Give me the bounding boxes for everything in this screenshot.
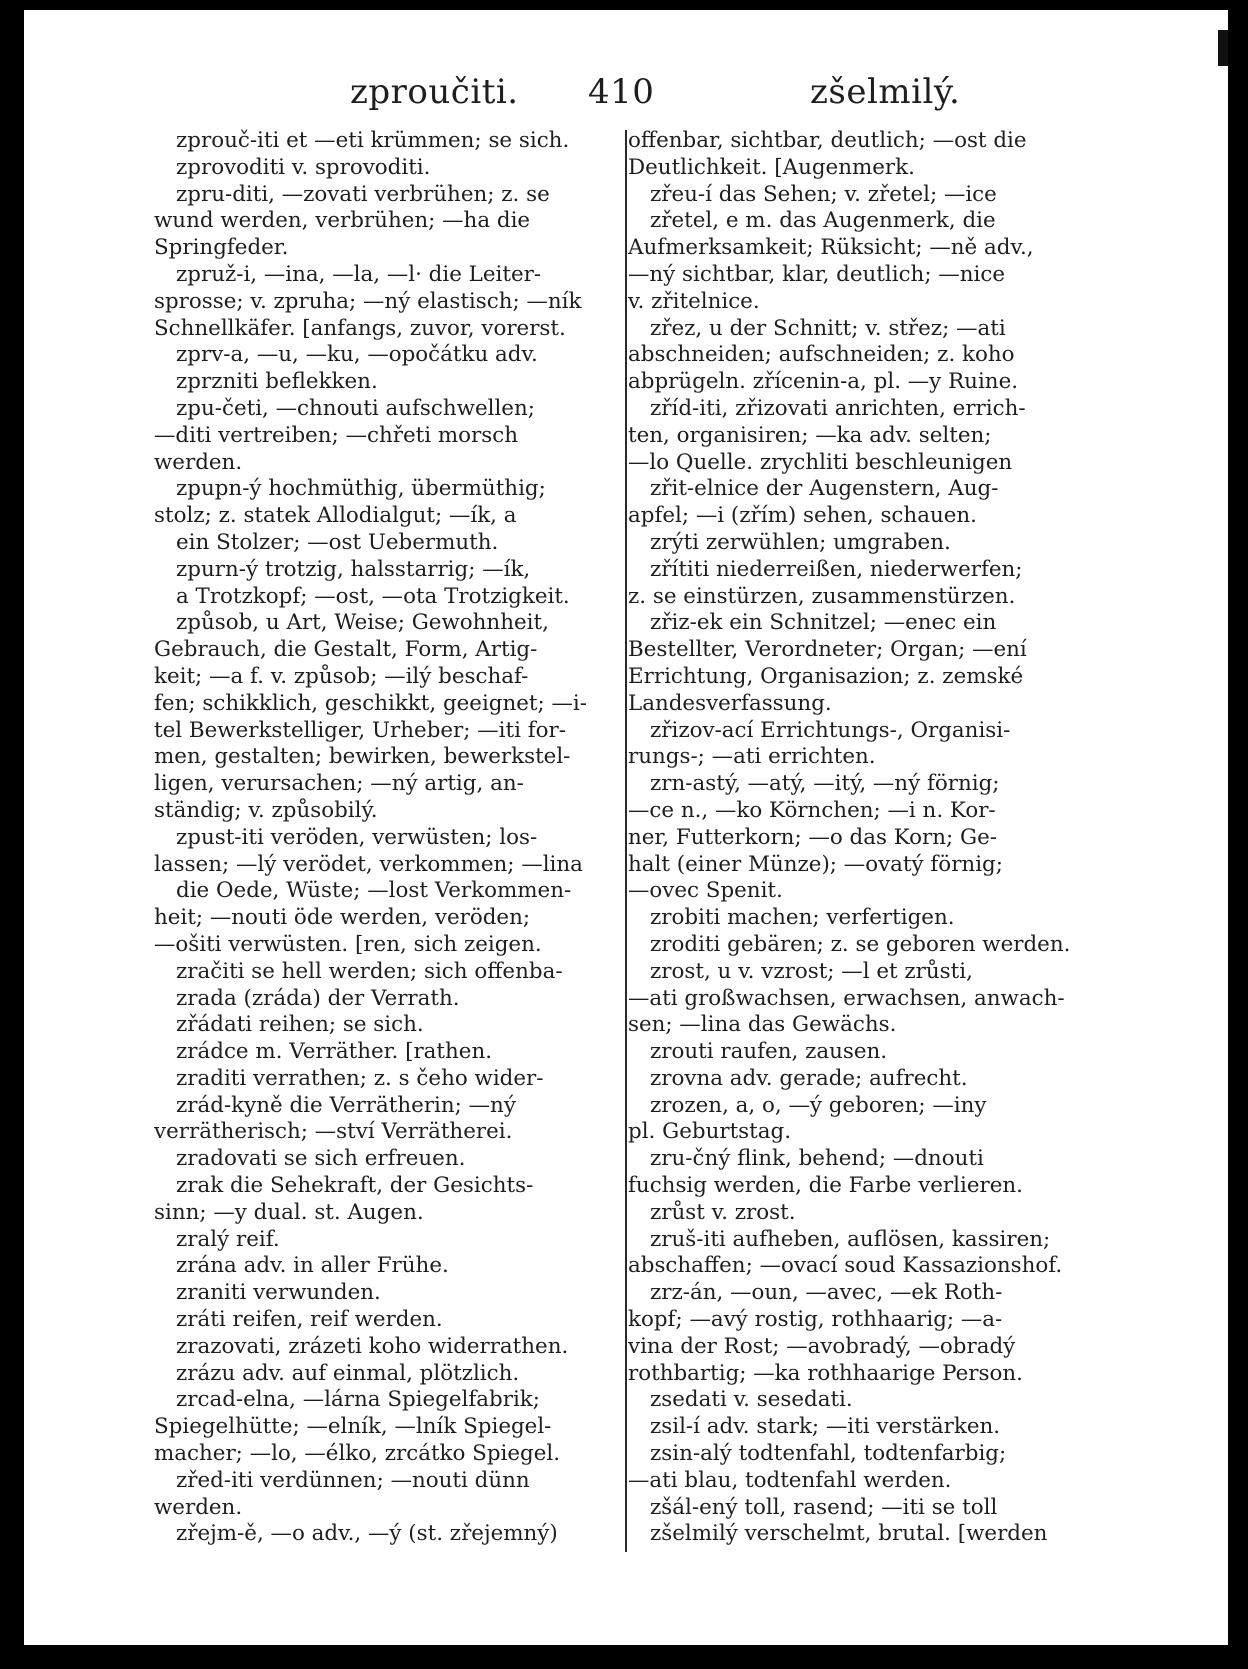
dictionary-line: v. zřitelnice.: [628, 288, 760, 314]
dictionary-line: zřed-iti verdünnen; —nouti dünn: [176, 1467, 530, 1493]
dictionary-line: zříd-iti, zřizovati anrichten, errich-: [650, 395, 1026, 421]
dictionary-line: Errichtung, Organisazion; z. zemské: [628, 663, 1024, 689]
dictionary-line: rothbartig; —ka rothhaarige Person.: [628, 1360, 1023, 1386]
dictionary-line: zradovati se sich erfreuen.: [176, 1146, 466, 1172]
dictionary-line: zsil-í adv. stark; —iti verstärken.: [650, 1414, 1001, 1440]
dictionary-line: zračiti se hell werden; sich offenba-: [176, 958, 563, 984]
dictionary-line: werden.: [154, 1494, 243, 1520]
dictionary-line: ner, Futterkorn; —o das Korn; Ge-: [628, 824, 998, 850]
dictionary-line: offenbar, sichtbar, deutlich; —ost die: [628, 128, 1027, 153]
dictionary-line: Spiegelhütte; —elník, —lník Spiegel-: [154, 1414, 552, 1440]
dictionary-line: —ovec Spenit.: [628, 878, 783, 904]
dictionary-line: zsin-alý todtenfahl, todtenfarbig;: [650, 1441, 1007, 1467]
dictionary-line: fen; schikklich, geschikkt, geeignet; —i-: [154, 690, 587, 716]
dictionary-line: sinn; —y dual. st. Augen.: [154, 1199, 424, 1225]
dictionary-line: zřeu-í das Sehen; v. zřetel; —ice: [650, 181, 997, 207]
dictionary-line: men, gestalten; bewirken, bewerkstel-: [154, 744, 571, 770]
dictionary-line: rungs-; —ati errichten.: [628, 744, 876, 770]
dictionary-line: Bestellter, Verordneter; Organ; —ení: [628, 637, 1027, 663]
left-column: [154, 128, 622, 1548]
dictionary-line: lassen; —lý verödet, verkommen; —lina: [154, 851, 583, 877]
dictionary-line: zšelmilý verschelmt, brutal. [werden: [650, 1521, 1048, 1547]
dictionary-line: zpru-diti, —zovati verbrühen; z. se: [176, 181, 550, 207]
dictionary-line: zprv-a, —u, —ku, —opočátku adv.: [176, 342, 538, 368]
dictionary-line: zřetel, e m. das Augenmerk, die: [650, 208, 996, 234]
dictionary-line: zrýti zerwühlen; umgraben.: [650, 529, 951, 555]
dictionary-line: Gebrauch, die Gestalt, Form, Artig-: [154, 637, 538, 663]
dictionary-line: —lo Quelle. zrychliti beschleunigen: [628, 449, 1013, 475]
dictionary-line: —ný sichtbar, klar, deutlich; —nice: [628, 261, 1005, 287]
dictionary-line: Springfeder.: [154, 235, 289, 261]
dictionary-line: zrost, u v. vzrost; —l et zrůsti,: [650, 958, 973, 984]
dictionary-line: sen; —lina das Gewächs.: [628, 1012, 897, 1038]
dictionary-line: keit; —a f. v. způsob; —ilý beschaf-: [154, 663, 529, 689]
page-header: [150, 72, 1110, 118]
dictionary-line: zrozen, a, o, —ý geboren; —iny: [650, 1092, 987, 1118]
dictionary-line: zřit-elnice der Augenstern, Aug-: [650, 476, 999, 502]
dictionary-line: sprosse; v. zpruha; —ný elastisch; —ník: [154, 288, 582, 314]
dictionary-line: zsedati v. sesedati.: [650, 1387, 853, 1413]
header-left-word: zproučiti.: [350, 72, 519, 112]
dictionary-line: zrovna adv. gerade; aufrecht.: [650, 1065, 968, 1091]
scan-mark: [1218, 30, 1228, 66]
dictionary-line: wund werden, verbrühen; —ha die: [154, 208, 531, 234]
dictionary-line: zrz-án, —oun, —avec, —ek Roth-: [650, 1280, 1003, 1306]
dictionary-line: apfel; —i (zřím) sehen, schauen.: [628, 503, 977, 529]
dictionary-line: zrůst v. zrost.: [650, 1199, 796, 1225]
dictionary-line: ligen, verursachen; —ný artig, an-: [154, 771, 524, 797]
dictionary-line: —ošiti verwüsten. [ren, sich zeigen.: [154, 931, 542, 957]
dictionary-line: z. se einstürzen, zusammenstürzen.: [628, 583, 1016, 609]
dictionary-line: stolz; z. statek Allodialgut; —ík, a: [154, 503, 517, 529]
dictionary-line: zpu-četi, —chnouti aufschwellen;: [176, 395, 535, 421]
dictionary-line: werden.: [154, 449, 243, 475]
dictionary-line: Landesverfassung.: [628, 690, 832, 716]
dictionary-line: zrobiti machen; verfertigen.: [650, 905, 955, 931]
dictionary-line: zpupn-ý hochmüthig, übermüthig;: [176, 476, 546, 502]
dictionary-line: pl. Geburtstag.: [628, 1119, 791, 1145]
dictionary-line: zpust-iti veröden, verwüsten; los-: [176, 824, 538, 850]
dictionary-line: zrouti raufen, zausen.: [650, 1039, 888, 1065]
dictionary-line: zšál-ený toll, rasend; —iti se toll: [650, 1494, 998, 1520]
dictionary-line: zraniti verwunden.: [176, 1280, 381, 1306]
dictionary-line: —diti vertreiben; —chřeti morsch: [154, 422, 518, 448]
dictionary-line: abschaffen; —ovací soud Kassazionshof.: [628, 1253, 1063, 1279]
dictionary-line: zprovoditi v. sprovoditi.: [176, 154, 431, 180]
dictionary-line: zprouč-iti et —eti krümmen; se sich.: [176, 128, 570, 153]
dictionary-line: zru-čný flink, behend; —dnouti: [650, 1146, 984, 1172]
dictionary-line: zrada (zráda) der Verrath.: [176, 985, 460, 1011]
dictionary-line: zpurn-ý trotzig, halsstarrig; —ík,: [176, 556, 531, 582]
dictionary-line: Aufmerksamkeit; Rüksicht; —ně adv.,: [628, 235, 1034, 261]
dictionary-line: zrak die Sehekraft, der Gesichts-: [176, 1173, 534, 1199]
dictionary-line: —ce n., —ko Körnchen; —i n. Kor-: [628, 797, 996, 823]
dictionary-line: zřizov-ací Errichtungs-, Organisi-: [650, 717, 1011, 743]
dictionary-line: abprügeln. zřícenin-a, pl. —y Ruine.: [628, 369, 1019, 395]
scan-border-bottom: [0, 1645, 1248, 1669]
dictionary-line: zrazovati, zrázeti koho widerrathen.: [176, 1333, 569, 1359]
dictionary-line: zraditi verrathen; z. s čeho wider-: [176, 1065, 544, 1091]
dictionary-line: zralý reif.: [176, 1226, 280, 1252]
dictionary-line: vina der Rost; —avobradý, —obradý: [628, 1333, 1016, 1359]
header-right-word: zšelmilý.: [810, 72, 961, 112]
dictionary-line: zřejm-ě, —o adv., —ý (st. zřejemný): [176, 1521, 558, 1547]
dictionary-line: die Oede, Wüste; —lost Verkommen-: [176, 878, 572, 904]
scan-border-right: [1228, 0, 1248, 1669]
dictionary-line: zrána adv. in aller Frühe.: [176, 1253, 449, 1279]
dictionary-line: zrn-astý, —atý, —itý, —ný förnig;: [650, 771, 1000, 797]
dictionary-line: fuchsig werden, die Farbe verlieren.: [628, 1173, 1023, 1199]
dictionary-line: zřítiti niederreißen, niederwerfen;: [650, 556, 1023, 582]
dictionary-line: Schnellkäfer. [anfangs, zuvor, vorerst.: [154, 315, 566, 341]
dictionary-line: zrcad-elna, —lárna Spiegelfabrik;: [176, 1387, 540, 1413]
dictionary-line: zřádati reihen; se sich.: [176, 1012, 424, 1038]
dictionary-line: ständig; v. způsobilý.: [154, 797, 378, 823]
dictionary-line: zráti reifen, reif werden.: [176, 1307, 443, 1333]
dictionary-line: ein Stolzer; —ost Uebermuth.: [176, 529, 499, 555]
dictionary-line: zřiz-ek ein Schnitzel; —enec ein: [650, 610, 997, 636]
dictionary-line: zprzniti beflekken.: [176, 369, 378, 395]
dictionary-line: heit; —nouti öde werden, veröden;: [154, 905, 531, 931]
dictionary-line: zpruž-i, —ina, —la, —l· die Leiter-: [176, 261, 542, 287]
page-number: 410: [588, 72, 655, 112]
dictionary-line: zřez, u der Schnitt; v. střez; —ati: [650, 315, 1006, 341]
dictionary-line: verrätherisch; —ství Verrätherei.: [154, 1119, 513, 1145]
dictionary-line: a Trotzkopf; —ost, —ota Trotzigkeit.: [176, 583, 570, 609]
dictionary-line: zroditi gebären; z. se geboren werden.: [650, 931, 1071, 957]
dictionary-line: macher; —lo, —élko, zrcátko Spiegel.: [154, 1441, 561, 1467]
dictionary-line: způsob, u Art, Weise; Gewohnheit,: [176, 610, 549, 636]
dictionary-line: —ati großwachsen, erwachsen, anwach-: [628, 985, 1065, 1011]
scan-border-left: [0, 0, 24, 1669]
dictionary-line: abschneiden; aufschneiden; z. koho: [628, 342, 1015, 368]
dictionary-line: ten, organisiren; —ka adv. selten;: [628, 422, 992, 448]
column-divider: [625, 130, 627, 1552]
dictionary-line: zrádce m. Verräther. [rathen.: [176, 1039, 493, 1065]
dictionary-line: Deutlichkeit. [Augenmerk.: [628, 154, 915, 180]
dictionary-line: halt (einer Münze); —ovatý förnig;: [628, 851, 1003, 877]
dictionary-line: tel Bewerkstelliger, Urheber; —iti for-: [154, 717, 566, 743]
dictionary-line: zrázu adv. auf einmal, plötzlich.: [176, 1360, 520, 1386]
dictionary-line: zruš-iti aufheben, auflösen, kassiren;: [650, 1226, 1051, 1252]
dictionary-line: kopf; —avý rostig, rothhaarig; —a-: [628, 1307, 1003, 1333]
dictionary-line: zrád-kyně die Verrätherin; —ný: [176, 1092, 516, 1118]
right-column: [628, 128, 1100, 1548]
scan-border-top: [0, 0, 1248, 10]
dictionary-line: —ati blau, todtenfahl werden.: [628, 1467, 952, 1493]
